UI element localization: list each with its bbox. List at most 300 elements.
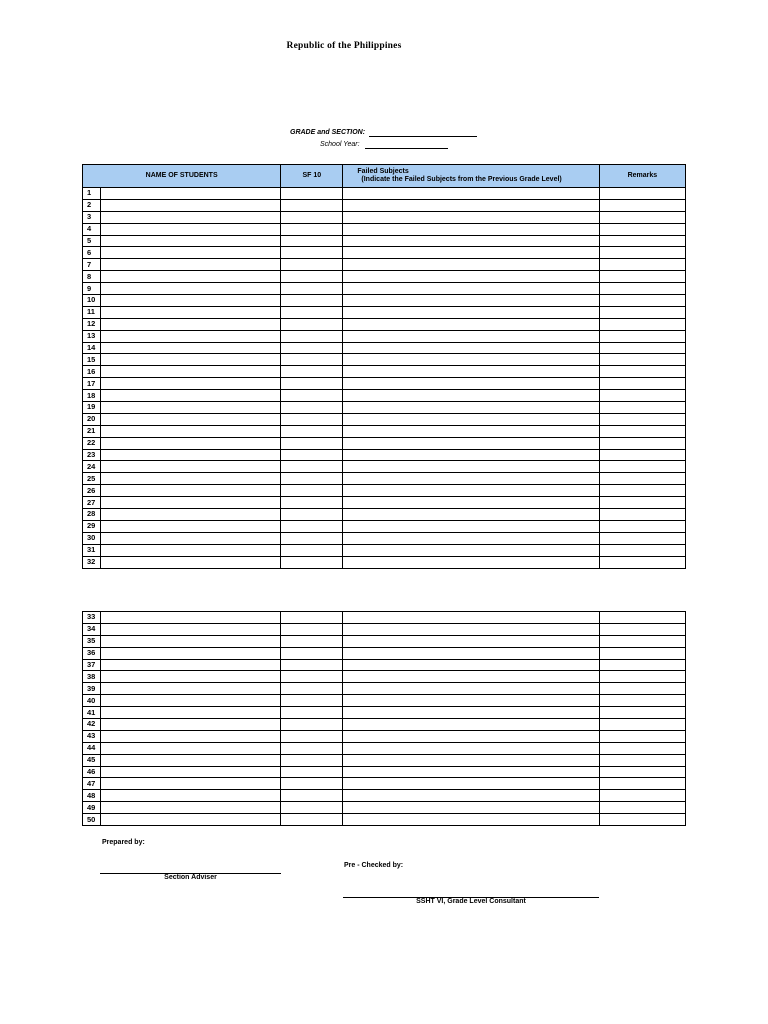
remarks-cell[interactable] bbox=[599, 707, 685, 719]
failed-subjects-cell[interactable] bbox=[343, 378, 599, 390]
student-name-cell[interactable] bbox=[101, 707, 281, 719]
remarks-cell[interactable] bbox=[599, 283, 685, 295]
failed-subjects-cell[interactable] bbox=[343, 188, 599, 200]
failed-subjects-cell[interactable] bbox=[343, 635, 599, 647]
student-name-cell[interactable] bbox=[101, 366, 281, 378]
sf10-cell[interactable] bbox=[281, 223, 343, 235]
student-name-cell[interactable] bbox=[101, 695, 281, 707]
row-number: 9 bbox=[83, 283, 101, 295]
remarks-cell[interactable] bbox=[599, 766, 685, 778]
remarks-cell[interactable] bbox=[599, 695, 685, 707]
failed-subjects-cell[interactable] bbox=[343, 778, 599, 790]
sf10-cell[interactable] bbox=[281, 437, 343, 449]
sf10-cell[interactable] bbox=[281, 342, 343, 354]
remarks-cell[interactable] bbox=[599, 556, 685, 568]
sf10-cell[interactable] bbox=[281, 366, 343, 378]
remarks-cell[interactable] bbox=[599, 742, 685, 754]
sf10-cell[interactable] bbox=[281, 354, 343, 366]
row-number: 36 bbox=[83, 647, 101, 659]
table-row bbox=[83, 461, 686, 473]
grade-section-label: GRADE and SECTION: bbox=[290, 129, 366, 136]
failed-subjects-cell[interactable] bbox=[343, 556, 599, 568]
row-number: 22 bbox=[83, 437, 101, 449]
student-name-cell[interactable] bbox=[101, 318, 281, 330]
student-name-cell[interactable] bbox=[101, 778, 281, 790]
sf10-cell[interactable] bbox=[281, 635, 343, 647]
table-row bbox=[83, 719, 686, 731]
sf10-cell[interactable] bbox=[281, 683, 343, 695]
student-name-cell[interactable] bbox=[101, 485, 281, 497]
remarks-cell[interactable] bbox=[599, 330, 685, 342]
row-number: 37 bbox=[83, 659, 101, 671]
sf10-cell[interactable] bbox=[281, 647, 343, 659]
row-number: 44 bbox=[83, 742, 101, 754]
student-name-cell[interactable] bbox=[101, 259, 281, 271]
student-name-cell[interactable] bbox=[101, 719, 281, 731]
failed-subjects-cell[interactable] bbox=[343, 520, 599, 532]
remarks-cell[interactable] bbox=[599, 790, 685, 802]
sf10-cell[interactable] bbox=[281, 532, 343, 544]
failed-subjects-cell[interactable] bbox=[343, 473, 599, 485]
table-row bbox=[83, 659, 686, 671]
student-name-cell[interactable] bbox=[101, 544, 281, 556]
row-number: 42 bbox=[83, 719, 101, 731]
table-row bbox=[83, 330, 686, 342]
failed-subjects-cell[interactable] bbox=[343, 754, 599, 766]
row-number: 46 bbox=[83, 766, 101, 778]
remarks-cell[interactable] bbox=[599, 461, 685, 473]
remarks-cell[interactable] bbox=[599, 520, 685, 532]
sf10-cell[interactable] bbox=[281, 271, 343, 283]
remarks-cell[interactable] bbox=[599, 318, 685, 330]
table-row bbox=[83, 532, 686, 544]
table-row bbox=[83, 814, 686, 826]
student-name-cell[interactable] bbox=[101, 306, 281, 318]
failed-subjects-cell[interactable] bbox=[343, 318, 599, 330]
sf10-cell[interactable] bbox=[281, 425, 343, 437]
student-name-cell[interactable] bbox=[101, 532, 281, 544]
row-number: 6 bbox=[83, 247, 101, 259]
remarks-cell[interactable] bbox=[599, 730, 685, 742]
failed-subjects-cell[interactable] bbox=[343, 802, 599, 814]
table-row bbox=[83, 413, 686, 425]
remarks-cell[interactable] bbox=[599, 544, 685, 556]
row-number: 12 bbox=[83, 318, 101, 330]
table-row bbox=[83, 671, 686, 683]
remarks-cell[interactable] bbox=[599, 485, 685, 497]
table-row bbox=[83, 766, 686, 778]
failed-subjects-cell[interactable] bbox=[343, 366, 599, 378]
sf10-cell[interactable] bbox=[281, 235, 343, 247]
student-name-cell[interactable] bbox=[101, 742, 281, 754]
sf10-cell[interactable] bbox=[281, 544, 343, 556]
row-number: 32 bbox=[83, 556, 101, 568]
row-number: 30 bbox=[83, 532, 101, 544]
row-number: 28 bbox=[83, 509, 101, 521]
row-number: 10 bbox=[83, 295, 101, 307]
row-number: 14 bbox=[83, 342, 101, 354]
student-name-cell[interactable] bbox=[101, 730, 281, 742]
table-row bbox=[83, 695, 686, 707]
table-row bbox=[83, 683, 686, 695]
sf10-cell[interactable] bbox=[281, 659, 343, 671]
sf10-cell[interactable] bbox=[281, 485, 343, 497]
remarks-cell[interactable] bbox=[599, 473, 685, 485]
failed-subjects-cell[interactable] bbox=[343, 390, 599, 402]
student-name-cell[interactable] bbox=[101, 556, 281, 568]
student-name-cell[interactable] bbox=[101, 223, 281, 235]
failed-subjects-cell[interactable] bbox=[343, 790, 599, 802]
sf10-cell[interactable] bbox=[281, 814, 343, 826]
table-row bbox=[83, 378, 686, 390]
student-name-cell[interactable] bbox=[101, 330, 281, 342]
sf10-cell[interactable] bbox=[281, 778, 343, 790]
remarks-cell[interactable] bbox=[599, 271, 685, 283]
failed-subjects-cell[interactable] bbox=[343, 742, 599, 754]
table-row bbox=[83, 497, 686, 509]
student-name-cell[interactable] bbox=[101, 754, 281, 766]
row-number: 39 bbox=[83, 683, 101, 695]
failed-subjects-cell[interactable] bbox=[343, 532, 599, 544]
failed-subjects-cell[interactable] bbox=[343, 671, 599, 683]
row-number: 11 bbox=[83, 306, 101, 318]
student-name-cell[interactable] bbox=[101, 461, 281, 473]
failed-subjects-cell[interactable] bbox=[343, 437, 599, 449]
failed-subjects-cell[interactable] bbox=[343, 509, 599, 521]
sf10-cell[interactable] bbox=[281, 413, 343, 425]
row-number: 24 bbox=[83, 461, 101, 473]
row-number: 49 bbox=[83, 802, 101, 814]
student-name-cell[interactable] bbox=[101, 520, 281, 532]
student-name-cell[interactable] bbox=[101, 647, 281, 659]
sf10-cell[interactable] bbox=[281, 754, 343, 766]
failed-subjects-cell[interactable] bbox=[343, 342, 599, 354]
sf10-cell[interactable] bbox=[281, 612, 343, 624]
row-number: 41 bbox=[83, 707, 101, 719]
row-number: 20 bbox=[83, 413, 101, 425]
grade-section-field[interactable] bbox=[369, 136, 477, 137]
failed-subjects-cell[interactable] bbox=[343, 814, 599, 826]
failed-subjects-cell[interactable] bbox=[343, 719, 599, 731]
remarks-cell[interactable] bbox=[599, 354, 685, 366]
failed-subjects-cell[interactable] bbox=[343, 659, 599, 671]
remarks-cell[interactable] bbox=[599, 390, 685, 402]
table-row bbox=[83, 342, 686, 354]
student-name-cell[interactable] bbox=[101, 413, 281, 425]
sf10-cell[interactable] bbox=[281, 556, 343, 568]
failed-subjects-cell[interactable] bbox=[343, 425, 599, 437]
remarks-cell[interactable] bbox=[599, 683, 685, 695]
sf10-cell[interactable] bbox=[281, 378, 343, 390]
row-number: 50 bbox=[83, 814, 101, 826]
remarks-cell[interactable] bbox=[599, 623, 685, 635]
table-row bbox=[83, 802, 686, 814]
sf10-cell[interactable] bbox=[281, 211, 343, 223]
row-number: 43 bbox=[83, 730, 101, 742]
student-name-cell[interactable] bbox=[101, 623, 281, 635]
row-number: 27 bbox=[83, 497, 101, 509]
row-number: 7 bbox=[83, 259, 101, 271]
row-number: 19 bbox=[83, 402, 101, 414]
failed-subjects-cell[interactable] bbox=[343, 402, 599, 414]
row-number: 18 bbox=[83, 390, 101, 402]
row-number: 26 bbox=[83, 485, 101, 497]
table-row bbox=[83, 306, 686, 318]
remarks-cell[interactable] bbox=[599, 647, 685, 659]
sf10-cell[interactable] bbox=[281, 790, 343, 802]
student-name-cell[interactable] bbox=[101, 188, 281, 200]
sf10-cell[interactable] bbox=[281, 390, 343, 402]
table-row bbox=[83, 425, 686, 437]
student-name-cell[interactable] bbox=[101, 378, 281, 390]
sf10-cell[interactable] bbox=[281, 671, 343, 683]
remarks-cell[interactable] bbox=[599, 366, 685, 378]
sf10-cell[interactable] bbox=[281, 742, 343, 754]
student-name-cell[interactable] bbox=[101, 354, 281, 366]
remarks-cell[interactable] bbox=[599, 754, 685, 766]
sf10-cell[interactable] bbox=[281, 766, 343, 778]
failed-subjects-cell[interactable] bbox=[343, 330, 599, 342]
table-row bbox=[83, 647, 686, 659]
table-row bbox=[83, 259, 686, 271]
remarks-cell[interactable] bbox=[599, 188, 685, 200]
table-row bbox=[83, 188, 686, 200]
student-name-cell[interactable] bbox=[101, 509, 281, 521]
student-name-cell[interactable] bbox=[101, 295, 281, 307]
header-failed-subjects bbox=[343, 165, 599, 188]
pre-checked-by-label: Pre - Checked by: bbox=[344, 862, 404, 869]
table-row bbox=[83, 635, 686, 647]
sf10-cell[interactable] bbox=[281, 623, 343, 635]
table-header-row bbox=[83, 165, 686, 188]
table-row bbox=[83, 485, 686, 497]
table-row bbox=[83, 437, 686, 449]
remarks-cell[interactable] bbox=[599, 802, 685, 814]
student-name-cell[interactable] bbox=[101, 802, 281, 814]
row-number: 16 bbox=[83, 366, 101, 378]
sf10-cell[interactable] bbox=[281, 707, 343, 719]
row-number: 1 bbox=[83, 188, 101, 200]
student-name-cell[interactable] bbox=[101, 683, 281, 695]
remarks-cell[interactable] bbox=[599, 342, 685, 354]
sf10-cell[interactable] bbox=[281, 306, 343, 318]
row-number: 40 bbox=[83, 695, 101, 707]
student-name-cell[interactable] bbox=[101, 671, 281, 683]
failed-subjects-cell[interactable] bbox=[343, 544, 599, 556]
sf10-cell[interactable] bbox=[281, 295, 343, 307]
failed-subjects-cell[interactable] bbox=[343, 354, 599, 366]
remarks-cell[interactable] bbox=[599, 437, 685, 449]
remarks-cell[interactable] bbox=[599, 449, 685, 461]
sf10-cell[interactable] bbox=[281, 330, 343, 342]
table-row bbox=[83, 623, 686, 635]
row-number: 45 bbox=[83, 754, 101, 766]
failed-subjects-cell[interactable] bbox=[343, 295, 599, 307]
table-row bbox=[83, 390, 686, 402]
header-sf10: SF 10 bbox=[281, 165, 343, 188]
sf10-cell[interactable] bbox=[281, 520, 343, 532]
student-name-cell[interactable] bbox=[101, 271, 281, 283]
table-row bbox=[83, 473, 686, 485]
sf10-cell[interactable] bbox=[281, 719, 343, 731]
remarks-cell[interactable] bbox=[599, 814, 685, 826]
failed-subjects-cell[interactable] bbox=[343, 271, 599, 283]
row-number: 48 bbox=[83, 790, 101, 802]
table-row bbox=[83, 754, 686, 766]
failed-subjects-cell[interactable] bbox=[343, 485, 599, 497]
republic-title: Republic of the Philippines bbox=[286, 41, 402, 51]
remarks-cell[interactable] bbox=[599, 612, 685, 624]
sf10-cell[interactable] bbox=[281, 449, 343, 461]
sf10-cell[interactable] bbox=[281, 695, 343, 707]
table-row bbox=[83, 544, 686, 556]
student-name-cell[interactable] bbox=[101, 402, 281, 414]
failed-subjects-cell[interactable] bbox=[343, 199, 599, 211]
sf10-cell[interactable] bbox=[281, 802, 343, 814]
failed-subjects-cell[interactable] bbox=[343, 449, 599, 461]
remarks-cell[interactable] bbox=[599, 306, 685, 318]
row-number: 47 bbox=[83, 778, 101, 790]
failed-subjects-cell[interactable] bbox=[343, 766, 599, 778]
sf10-cell[interactable] bbox=[281, 473, 343, 485]
remarks-cell[interactable] bbox=[599, 402, 685, 414]
student-name-cell[interactable] bbox=[101, 497, 281, 509]
student-name-cell[interactable] bbox=[101, 342, 281, 354]
row-number: 38 bbox=[83, 671, 101, 683]
remarks-cell[interactable] bbox=[599, 247, 685, 259]
failed-subjects-cell[interactable] bbox=[343, 707, 599, 719]
header-failed-subjects-note: (Indicate the Failed Subjects from the Previous Grade Level) bbox=[361, 176, 562, 183]
remarks-cell[interactable] bbox=[599, 425, 685, 437]
sf10-cell[interactable] bbox=[281, 509, 343, 521]
remarks-cell[interactable] bbox=[599, 659, 685, 671]
sf10-cell[interactable] bbox=[281, 259, 343, 271]
remarks-cell[interactable] bbox=[599, 719, 685, 731]
remarks-cell[interactable] bbox=[599, 235, 685, 247]
table-row bbox=[83, 402, 686, 414]
table-row bbox=[83, 778, 686, 790]
table-row bbox=[83, 199, 686, 211]
row-number: 15 bbox=[83, 354, 101, 366]
failed-subjects-cell[interactable] bbox=[343, 247, 599, 259]
table-row bbox=[83, 318, 686, 330]
remarks-cell[interactable] bbox=[599, 413, 685, 425]
student-name-cell[interactable] bbox=[101, 199, 281, 211]
row-number: 35 bbox=[83, 635, 101, 647]
table-row bbox=[83, 612, 686, 624]
sf10-cell[interactable] bbox=[281, 283, 343, 295]
student-name-cell[interactable] bbox=[101, 814, 281, 826]
consultant-label: SSHT VI, Grade Level Consultant bbox=[416, 898, 526, 905]
sf10-cell[interactable] bbox=[281, 402, 343, 414]
student-name-cell[interactable] bbox=[101, 449, 281, 461]
remarks-cell[interactable] bbox=[599, 497, 685, 509]
table-row bbox=[83, 235, 686, 247]
student-name-cell[interactable] bbox=[101, 790, 281, 802]
failed-subjects-cell[interactable] bbox=[343, 695, 599, 707]
table-row bbox=[83, 211, 686, 223]
remarks-cell[interactable] bbox=[599, 509, 685, 521]
student-name-cell[interactable] bbox=[101, 283, 281, 295]
table-row bbox=[83, 707, 686, 719]
table-row bbox=[83, 449, 686, 461]
table-row bbox=[83, 247, 686, 259]
failed-subjects-cell[interactable] bbox=[343, 683, 599, 695]
row-number: 34 bbox=[83, 623, 101, 635]
remarks-cell[interactable] bbox=[599, 532, 685, 544]
student-name-cell[interactable] bbox=[101, 437, 281, 449]
failed-subjects-cell[interactable] bbox=[343, 283, 599, 295]
prepared-by-label: Prepared by: bbox=[102, 839, 145, 846]
failed-subjects-cell[interactable] bbox=[343, 647, 599, 659]
students-table-part2 bbox=[82, 611, 686, 826]
failed-subjects-cell[interactable] bbox=[343, 623, 599, 635]
failed-subjects-cell[interactable] bbox=[343, 612, 599, 624]
remarks-cell[interactable] bbox=[599, 199, 685, 211]
student-name-cell[interactable] bbox=[101, 390, 281, 402]
sf10-cell[interactable] bbox=[281, 318, 343, 330]
failed-subjects-cell[interactable] bbox=[343, 259, 599, 271]
sf10-cell[interactable] bbox=[281, 247, 343, 259]
failed-subjects-cell[interactable] bbox=[343, 211, 599, 223]
student-name-cell[interactable] bbox=[101, 235, 281, 247]
school-year-field[interactable] bbox=[365, 148, 448, 149]
header-failed-subjects-title: Failed Subjects bbox=[357, 168, 409, 175]
table-row bbox=[83, 283, 686, 295]
failed-subjects-cell[interactable] bbox=[343, 223, 599, 235]
remarks-cell[interactable] bbox=[599, 295, 685, 307]
failed-subjects-cell[interactable] bbox=[343, 461, 599, 473]
row-number: 21 bbox=[83, 425, 101, 437]
student-name-cell[interactable] bbox=[101, 247, 281, 259]
table-row bbox=[83, 556, 686, 568]
table-row bbox=[83, 223, 686, 235]
student-name-cell[interactable] bbox=[101, 211, 281, 223]
sf10-cell[interactable] bbox=[281, 199, 343, 211]
failed-subjects-cell[interactable] bbox=[343, 730, 599, 742]
header-name-of-students: NAME OF STUDENTS bbox=[83, 165, 281, 188]
remarks-cell[interactable] bbox=[599, 635, 685, 647]
remarks-cell[interactable] bbox=[599, 211, 685, 223]
failed-subjects-cell[interactable] bbox=[343, 497, 599, 509]
student-name-cell[interactable] bbox=[101, 766, 281, 778]
table-row bbox=[83, 366, 686, 378]
school-year-label: School Year: bbox=[320, 141, 360, 148]
row-number: 4 bbox=[83, 223, 101, 235]
row-number: 23 bbox=[83, 449, 101, 461]
sf10-cell[interactable] bbox=[281, 497, 343, 509]
sf10-cell[interactable] bbox=[281, 188, 343, 200]
student-name-cell[interactable] bbox=[101, 612, 281, 624]
sf10-cell[interactable] bbox=[281, 461, 343, 473]
failed-subjects-cell[interactable] bbox=[343, 413, 599, 425]
student-name-cell[interactable] bbox=[101, 635, 281, 647]
failed-subjects-cell[interactable] bbox=[343, 306, 599, 318]
student-name-cell[interactable] bbox=[101, 425, 281, 437]
sf10-cell[interactable] bbox=[281, 730, 343, 742]
row-number: 3 bbox=[83, 211, 101, 223]
remarks-cell[interactable] bbox=[599, 671, 685, 683]
remarks-cell[interactable] bbox=[599, 378, 685, 390]
student-name-cell[interactable] bbox=[101, 473, 281, 485]
failed-subjects-cell[interactable] bbox=[343, 235, 599, 247]
student-name-cell[interactable] bbox=[101, 659, 281, 671]
table-row bbox=[83, 730, 686, 742]
remarks-cell[interactable] bbox=[599, 259, 685, 271]
remarks-cell[interactable] bbox=[599, 223, 685, 235]
remarks-cell[interactable] bbox=[599, 778, 685, 790]
row-number: 33 bbox=[83, 612, 101, 624]
